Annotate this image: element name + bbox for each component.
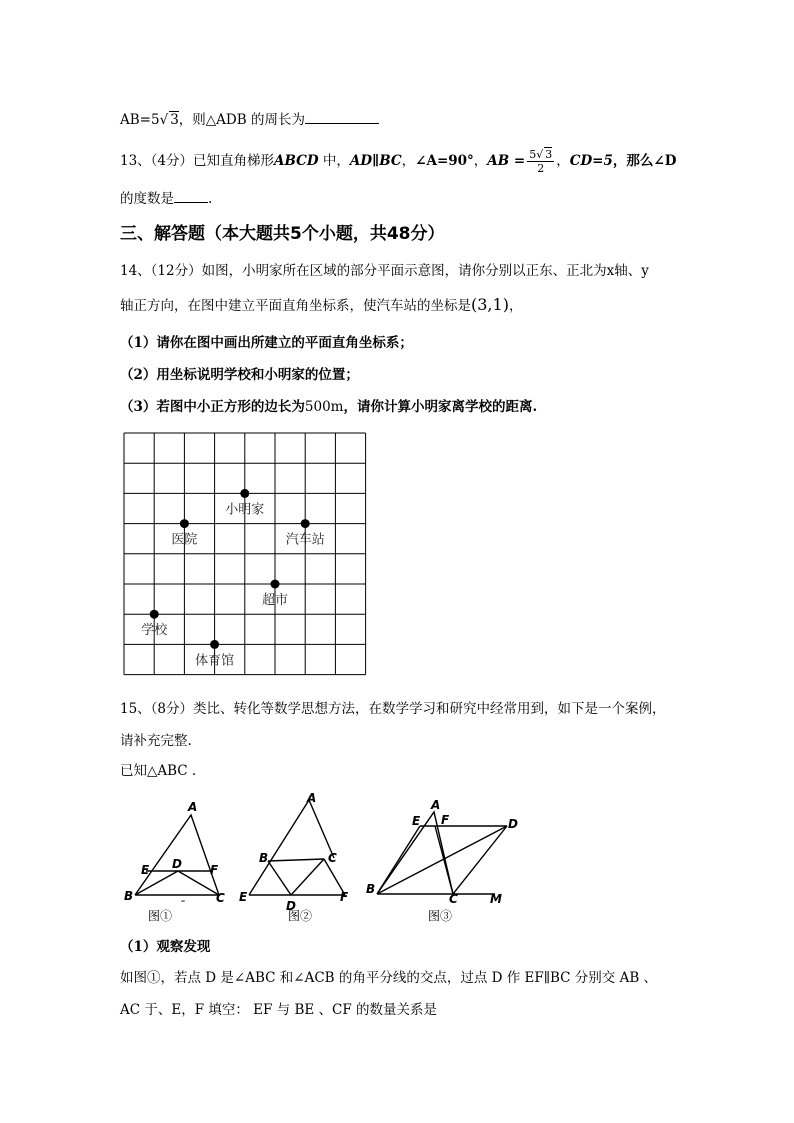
q13-sep2: ， (473, 153, 488, 169)
svg-text:B: B (259, 851, 269, 865)
q15-observe: （1）观察发现 (120, 939, 211, 955)
q13-zhong: 中， (318, 153, 350, 169)
svg-text:B: B (124, 889, 134, 903)
q13-end: . (208, 191, 213, 207)
q13-num: 13、（4分）已知直角梯形 (120, 153, 275, 169)
svg-text:E: E (141, 863, 150, 877)
map-point-label-4: 学校 (141, 623, 168, 639)
svg-text:E: E (412, 814, 421, 828)
map-point-3 (271, 580, 280, 589)
triangle-figures (115, 790, 525, 925)
q14-line2 (120, 294, 522, 314)
q14-line1: 14、（12分）如图，小明家所在区域的部分平面示意图，请你分别以正东、正北为x轴、y (120, 263, 649, 279)
frac-num-coef: 5 (529, 148, 537, 161)
svg-text:D: D (286, 899, 296, 913)
q13-sep3: ， (556, 153, 570, 169)
svg-text:F: F (340, 890, 349, 904)
q13-line1 (120, 146, 676, 176)
answer-blank[interactable] (174, 188, 208, 203)
q12-tail-line (120, 108, 379, 128)
svg-text:C: C (449, 892, 458, 906)
svg-text:D: D (172, 857, 182, 871)
svg-text:C: C (216, 891, 225, 905)
q14-sub3m: 500m (304, 399, 344, 415)
svg-text:C: C (328, 851, 337, 865)
svg-text:F: F (441, 813, 450, 827)
q15-line2: 请补充完整. (120, 733, 192, 749)
q13-sep1: ， (401, 153, 416, 169)
figure-1 (135, 815, 219, 895)
svg-text:B: B (366, 882, 376, 896)
map-point-5 (210, 640, 219, 649)
map-point-label-3: 超市 (261, 593, 289, 608)
map-point-label-1: 医院 (171, 532, 198, 548)
q14-line2b: ， (508, 298, 523, 314)
q14-sub3 (120, 395, 537, 415)
section-heading: 三、解答题（本大题共5个小题，共48分） (120, 224, 445, 244)
q15-p1: 如图①，若点 D 是∠ABC 和∠ACB 的角平分线的交点，过点 D 作 EF∥BC 分别交 AB 、 (120, 970, 658, 986)
q14-sub1: （1）请你在图中画出所建立的平面直角坐标系； (120, 335, 413, 351)
q13-cd: CD=5 (569, 153, 613, 169)
q13-ad-bc: AD∥BC (349, 153, 402, 169)
answer-blank[interactable] (305, 109, 379, 124)
svg-text:A: A (188, 800, 198, 814)
figure-2 (249, 800, 345, 895)
svg-text:¯: ¯ (180, 899, 186, 913)
q13-line2-text: 的度数是 (120, 191, 174, 207)
frac-den: 2 (537, 162, 545, 175)
q13-angle-a: ∠A=90° (415, 153, 474, 169)
svg-text:E: E (239, 890, 248, 904)
q12-suffix: ，则△ADB 的周长为 (178, 112, 305, 128)
svg-text:A: A (307, 791, 317, 805)
q14-sub2: （2）用坐标说明学校和小明家的位置； (120, 367, 359, 383)
q13-ab-eq: AB = (487, 153, 526, 169)
frac-num-rad: 3 (545, 148, 553, 161)
q15-known: 已知△ABC . (120, 763, 197, 779)
map-point-2 (301, 519, 310, 528)
svg-text:F: F (210, 863, 219, 877)
sqrt-symbol: √ (159, 112, 169, 128)
svg-text:M: M (490, 892, 502, 906)
svg-text:D: D (508, 817, 518, 831)
map-point-4 (150, 610, 159, 619)
map-point-label-2: 汽车站 (285, 532, 325, 548)
q13-abcd: ABCD (274, 153, 319, 169)
q12-prefix: AB=5 (120, 112, 160, 128)
map-point-0 (240, 489, 249, 498)
map-point-1 (180, 519, 189, 528)
q14-sub3a: （3）若图中小正方形的边长为 (120, 399, 305, 415)
fig3-caption: 图③ (428, 909, 453, 923)
map-point-label-0: 小明家 (225, 502, 265, 518)
map-point-label-5: 体育馆 (195, 653, 235, 669)
q14-line2a: 轴正方向，在图中建立平面直角坐标系，使汽车站的坐标是 (120, 298, 471, 314)
fig2-caption: 图② (288, 909, 313, 923)
q13-line2 (120, 187, 212, 207)
fig1-caption: 图① (148, 909, 173, 923)
area-map-grid (120, 430, 370, 680)
q13-fraction: $\frac{5√ 3}{2}$ (529, 148, 553, 175)
q14-sub3b: ，请你计算小明家离学校的距离. (343, 399, 538, 415)
q15-line1: 15、（8分）类比、转化等数学思想方法，在数学学习和研究中经常用到，如下是一个案例， (120, 701, 666, 717)
q13-tail: ，那么∠D (612, 153, 677, 169)
q12-radicand: 3 (170, 112, 179, 128)
svg-text:A: A (431, 798, 441, 812)
q15-p2: AC 于、E，F 填空： EF 与 BE 、CF 的数量关系是 (120, 1002, 438, 1018)
q14-coord: (3,1) (471, 295, 509, 314)
